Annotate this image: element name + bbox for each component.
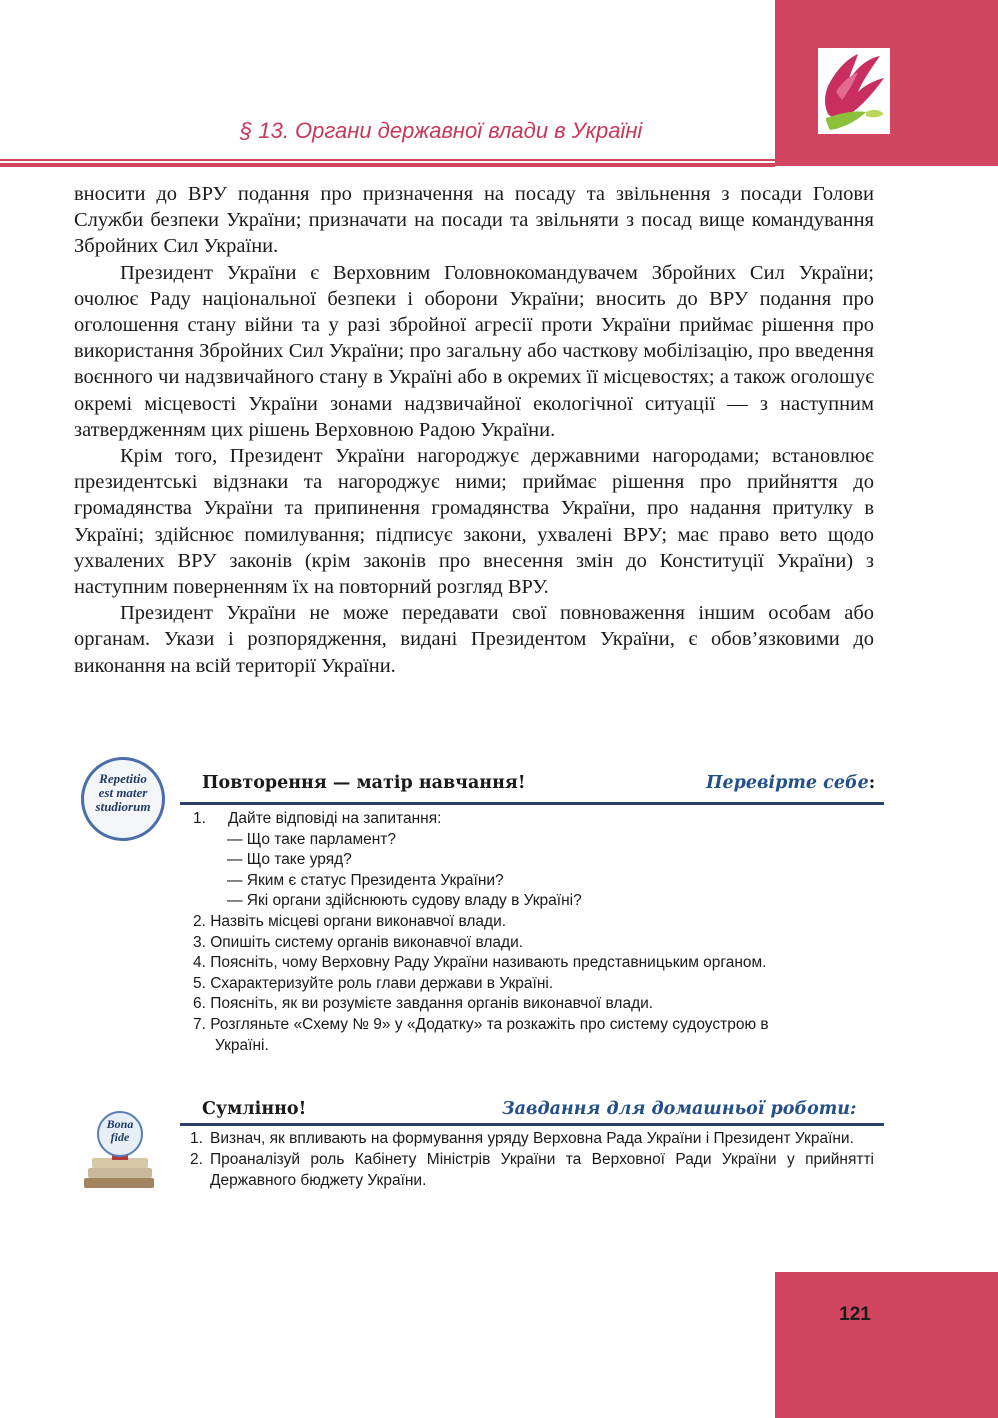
badge-line: Repetitio	[99, 771, 147, 786]
review-subtitle-group	[706, 773, 875, 793]
item-number: 2.	[190, 1151, 203, 1168]
footer-accent-block	[775, 1272, 998, 1418]
bona-fide-books-icon	[82, 1110, 158, 1196]
list-item: 4. Поясніть, чому Верховну Раду України називають представницьким органом.	[193, 954, 767, 972]
list-item	[190, 1128, 874, 1149]
header-rule	[0, 159, 775, 161]
list-item: 3. Опишіть систему органів виконавчої влади.	[193, 933, 524, 951]
badge-line: studiorum	[95, 799, 151, 814]
badge-line: fide	[110, 1130, 130, 1144]
badge-line: est mater	[98, 785, 148, 800]
page-header-title: § 13. Органи державної влади в Україні	[240, 118, 643, 143]
body-paragraph: вносити до ВРУ подання про призначення на посаду та звільнення з посади Голови Служби безпеки України; призначати на посади та звільняти з посад вище командування Збройних Сил України.	[74, 183, 874, 258]
review-heading: Повторення — матір навчання!	[202, 773, 526, 793]
badge-line: Bona	[106, 1117, 134, 1131]
sub-question: — Що таке парламент?	[227, 830, 397, 848]
hands-dove-logo-icon	[818, 48, 890, 134]
logo	[818, 48, 890, 134]
review-rule	[180, 802, 884, 805]
sub-question: — Які органи здійснюють судову владу в Україні?	[227, 892, 582, 910]
homework-subtitle: Завдання для домашньої роботи:	[502, 1099, 857, 1119]
body-paragraph: Крім того, Президент України нагороджує державними нагородами; встановлює президентські відзнаки та нагороджує ними; приймає рішення про прийняття до громадянства України та припинення громадянства України, про надання притулку в Україні; здійснює помилування; підписує закони, ухвалені ВРУ; має право вето щодо ухвалених ВРУ законів (крім законів про внесення змін до Конституції України) з наступним поверненням їх на повторний розгляд ВРУ.	[74, 445, 874, 599]
item-text: Визнач, як впливають на формування уряду Верховна Рада України і Президент України.	[210, 1130, 854, 1147]
homework-section	[0, 1090, 998, 1220]
review-subtitle: Перевірте себе	[706, 773, 869, 793]
body-paragraph: Президент України не може передавати свої повноваження іншим особам або органам. Укази і розпорядження, видані Президентом України, є обов’язковими до виконання на всій території України.	[74, 602, 874, 677]
question-number: 1.	[193, 810, 206, 827]
review-section	[0, 752, 998, 1062]
question-text: Дайте відповіді на запитання:	[227, 810, 442, 827]
list-item-continuation: Україні.	[215, 1036, 269, 1054]
homework-list	[190, 1128, 874, 1191]
homework-rule	[180, 1123, 884, 1126]
list-item: 7. Розгляньте «Схему № 9» у «Додатку» та розкажіть про систему судоустрою в	[193, 1015, 769, 1033]
list-item	[190, 1149, 874, 1191]
item-text: Проаналізуй роль Кабінету Міністрів України та Верховної Ради України у прийнятті Державного бюджету України.	[210, 1151, 874, 1189]
repetitio-badge-icon	[81, 757, 165, 841]
page-number: 121	[839, 1304, 871, 1325]
body-paragraph: Президент України є Верховним Головнокомандувачем Збройних Сил України; очолює Раду національної безпеки і оборони України; вносить до ВРУ подання про оголошення стану війни та у разі збройної агресії проти України приймає рішення про використання Збройних Сил України; про загальну або часткову мобілізацію, про введення воєнного чи надзвичайного стану в Україні або в окремих її місцевостях; а також оголошує окремі місцевості України зонами надзвичайної екологічної ситуації — з наступним затвердженням цих рішень Верховною Радою України.	[74, 261, 874, 441]
list-item	[193, 809, 883, 830]
list-item: 6. Поясніть, як ви розумієте завдання органів виконавчої влади.	[193, 995, 654, 1013]
list-item: 2. Назвіть місцеві органи виконавчої влади.	[193, 912, 507, 930]
sub-question: — Що таке уряд?	[227, 851, 352, 869]
review-questions	[193, 809, 883, 1056]
body-text	[74, 181, 874, 679]
item-number: 1.	[190, 1130, 203, 1147]
list-item: 5. Схарактеризуйте роль глави держави в Україні.	[193, 974, 554, 992]
homework-heading: Сумлінно!	[202, 1099, 307, 1119]
sub-question: — Яким є статус Президента України?	[227, 871, 504, 889]
review-subtitle-colon: :	[868, 773, 876, 793]
header-rule-thick	[0, 163, 775, 167]
